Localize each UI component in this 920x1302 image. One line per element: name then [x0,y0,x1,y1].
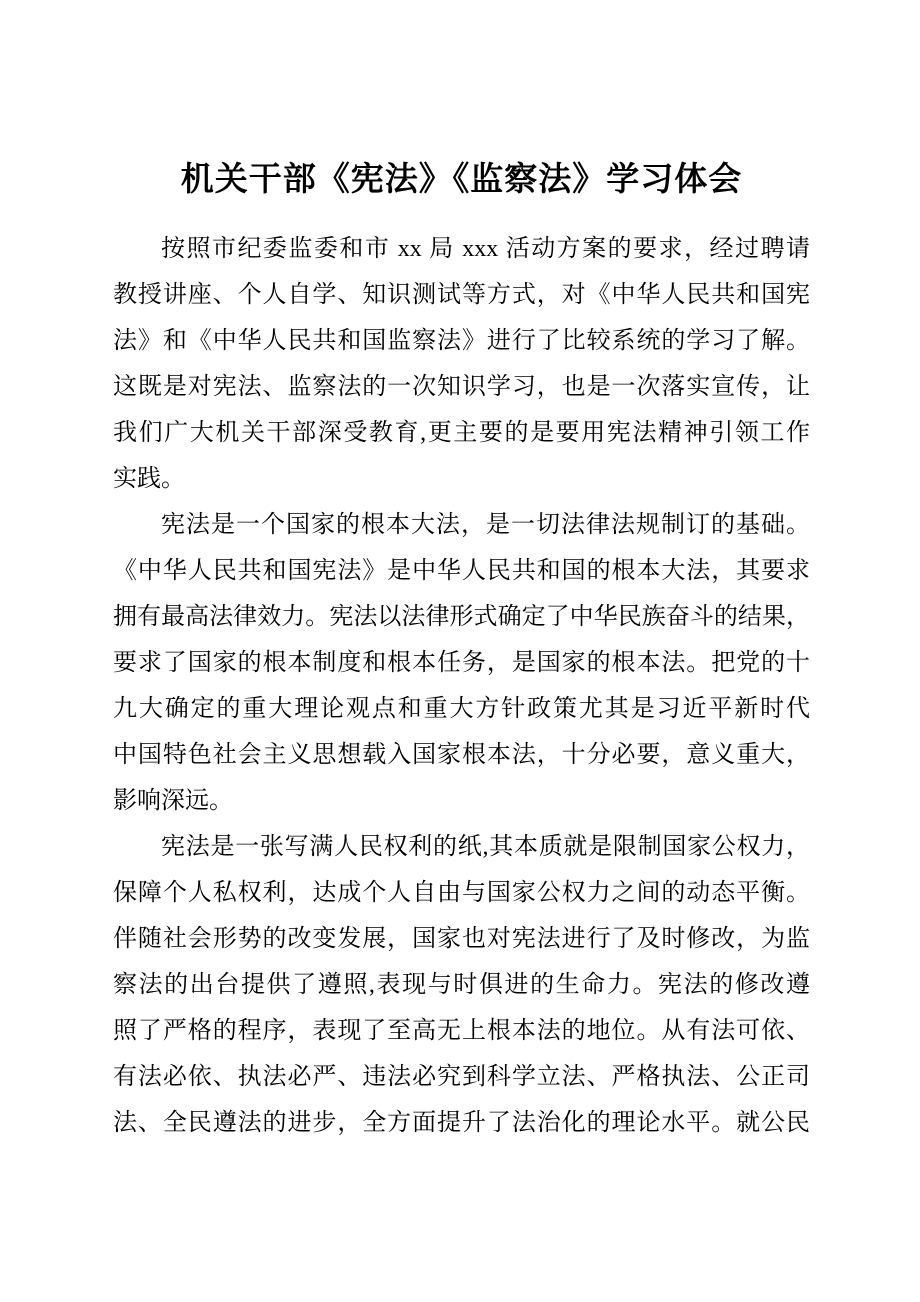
text-line: 我们广大机关干部深受教育,更主要的是要用宪法精神引领工作 [113,420,810,446]
text-line: 这既是对宪法、监察法的一次知识学习，也是一次落实宣传，让 [113,374,810,400]
paragraph [113,824,810,1146]
document-content [113,156,810,1146]
text-line: 要求了国家的根本制度和根本任务，是国家的根本法。把党的十 [113,650,810,676]
text-line: 伴随社会形势的改变发展，国家也对宪法进行了及时修改，为监 [113,926,810,952]
text-line: 有法必依、执法必严、违法必究到科学立法、严格执法、公正司 [113,1064,810,1090]
text-line: 法、全民遵法的进步，全方面提升了法治化的理论水平。就公民 [113,1110,810,1136]
text-line: 照了严格的程序，表现了至高无上根本法的地位。从有法可依、 [113,1018,810,1044]
text-line: 《中华人民共和国宪法》是中华人民共和国的根本大法，其要求 [113,558,810,584]
text-line: 法》和《中华人民共和国监察法》进行了比较系统的学习了解。 [113,328,810,354]
text-line: 宪法是一个国家的根本大法，是一切法律法规制订的基础。 [161,512,810,538]
paragraph [113,226,810,502]
text-line: 实践。 [113,466,185,492]
text-line: 影响深远。 [113,788,233,814]
text-line: 中国特色社会主义思想载入国家根本法，十分必要，意义重大， [113,742,810,768]
text-line: 教授讲座、个人自学、知识测试等方式，对《中华人民共和国宪 [113,282,810,308]
text-line: 九大确定的重大理论观点和重大方针政策尤其是习近平新时代 [113,696,810,722]
text-line: 按照市纪委监委和市 xx 局 xxx 活动方案的要求，经过聘请 [161,236,810,262]
document-body [113,226,810,1146]
paragraph [113,502,810,824]
document-title: 机关干部《宪法》《监察法》学习体会 [180,162,743,198]
text-line: 察法的出台提供了遵照,表现与时俱进的生命力。宪法的修改遵 [113,972,810,998]
text-line: 拥有最高法律效力。宪法以法律形式确定了中华民族奋斗的结果， [113,604,810,630]
text-line: 保障个人私权利，达成个人自由与国家公权力之间的动态平衡。 [113,880,810,906]
text-line: 宪法是一张写满人民权利的纸,其本质就是限制国家公权力， [161,834,810,860]
